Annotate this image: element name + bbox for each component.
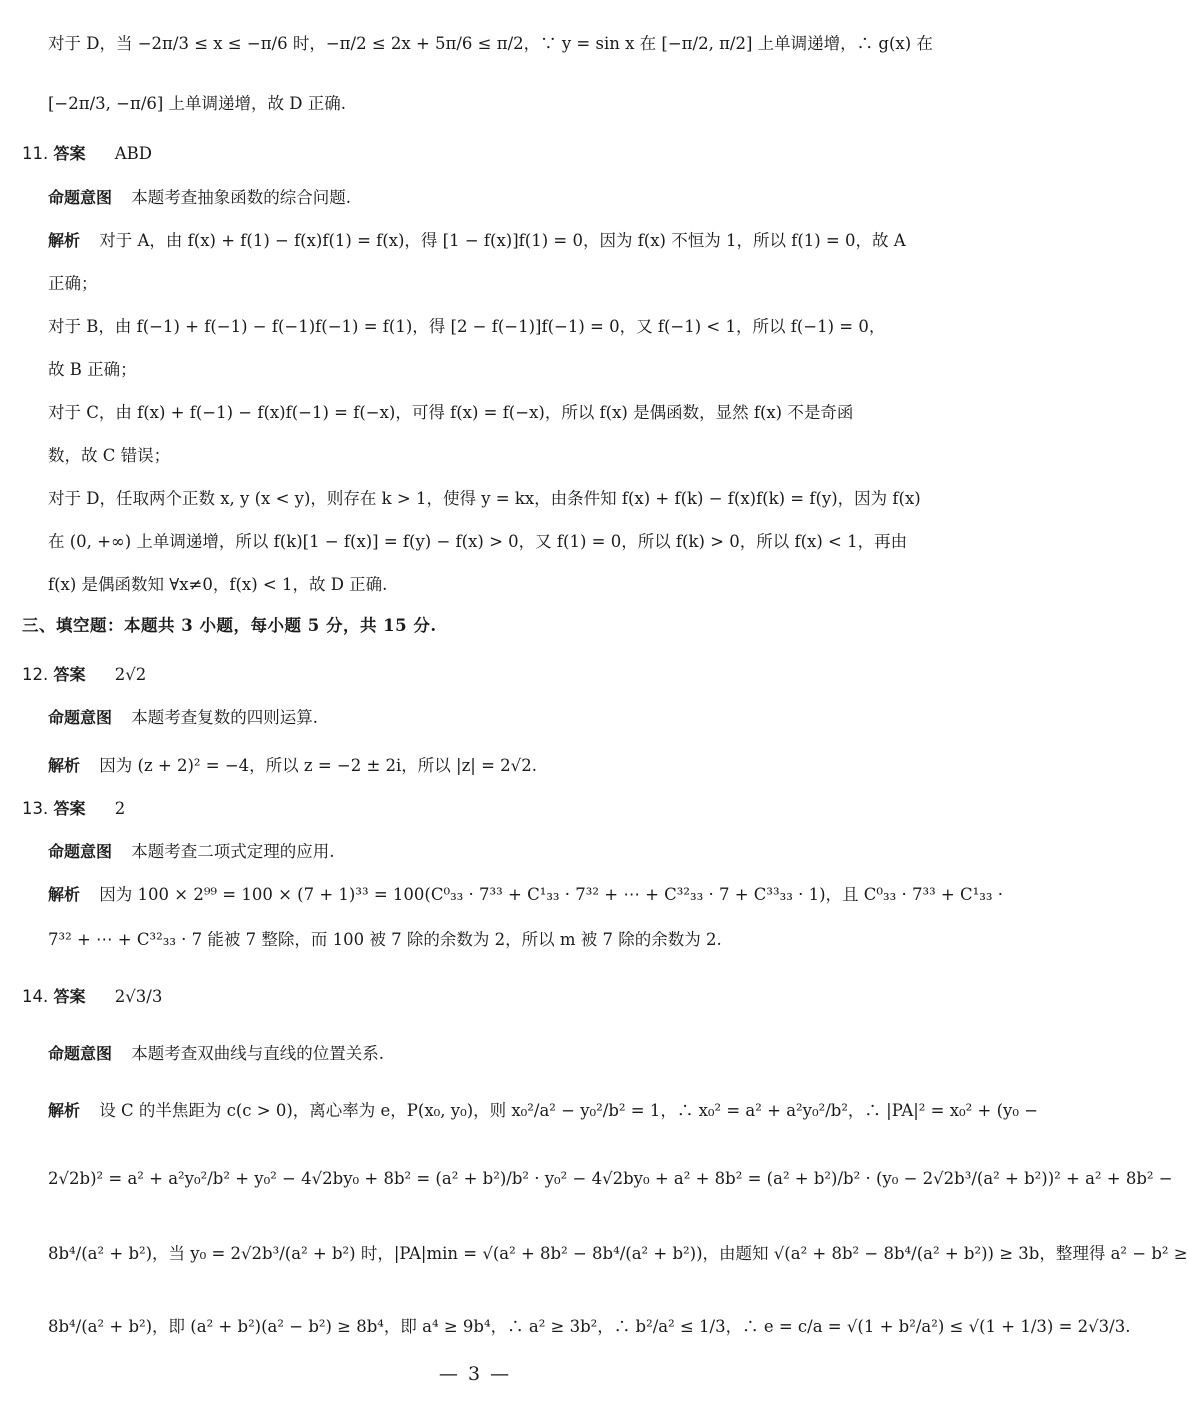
q13-solution-text: 因为 100 × 2⁹⁹ = 100 × (7 + 1)³³ = 100(C⁰₃₃ · 7³³ + C¹₃₃ · 7³² + ⋯ + C³²₃₃ · 7 + C³³₃₃ · 1)，且 C⁰₃₃ · 7³³ + C¹₃₃ ·: [99, 885, 1003, 904]
q11-answer-value: ABD: [114, 144, 153, 163]
q11-answer-label: 答案: [53, 144, 86, 163]
q14-solution-line-2: 2√2b)² = a² + a²y₀²/b² + y₀² − 4√2by₀ + 8b² = (a² + b²)/b² · y₀² − 4√2by₀ + a² + 8b² = (a² + b²)/b² · (y₀ − 2√2b³/(a² + b²))² + a² + 8b² −: [48, 1169, 1173, 1188]
q14-answer-label: 答案: [53, 987, 86, 1006]
q14-intent-line: [48, 1040, 933, 1068]
q11-solution-line-2: 正确；: [48, 274, 98, 293]
q12-solution-label: 解析: [48, 756, 81, 775]
q11-solution-label: 解析: [48, 231, 81, 250]
q10-d-line-2: [−2π/3, −π/6] 上单调递增，故 D 正确.: [48, 94, 347, 113]
q11-solution-line-9: f(x) 是偶函数知 ∀x≠0，f(x) < 1，故 D 正确.: [48, 575, 388, 594]
q13-solution-label: 解析: [48, 885, 81, 904]
q13-answer-label: 答案: [53, 799, 86, 818]
q12-solution-line: [48, 752, 933, 780]
q14-intent-label: 命题意图: [48, 1044, 113, 1063]
q11-solution-line-1: [48, 227, 933, 255]
q12-answer-value: 2√2: [114, 665, 147, 684]
q14-solution-text: 设 C 的半焦距为 c(c > 0)，离心率为 e，P(x₀, y₀)，则 x₀²/a² − y₀²/b² = 1，∴ x₀² = a² + a²y₀²/b²，∴ |PA|² = x₀² + (y₀ −: [99, 1101, 1039, 1120]
q12-solution-text: 因为 (z + 2)² = −4，所以 z = −2 ± 2i，所以 |z| = 2√2.: [99, 756, 537, 775]
q11-solution-line-6: 数，故 C 错误；: [48, 446, 171, 465]
q11-answer-line: [22, 140, 907, 168]
q14-solution-label: 解析: [48, 1101, 81, 1120]
q14-intent-text: 本题考查双曲线与直线的位置关系.: [131, 1044, 385, 1063]
q13-intent-text: 本题考查二项式定理的应用.: [131, 842, 335, 861]
q13-intent-line: [48, 838, 933, 866]
q14-answer-line: [22, 983, 907, 1011]
q12-intent-label: 命题意图: [48, 708, 113, 727]
q14-solution-line-1: [48, 1097, 1039, 1125]
q12-intent-line: [48, 704, 933, 732]
q13-intent-label: 命题意图: [48, 842, 113, 861]
q14-number: 14.: [22, 987, 49, 1006]
q14-solution-line-4: 8b⁴/(a² + b²)，即 (a² + b²)(a² − b²) ≥ 8b⁴，即 a⁴ ≥ 9b⁴，∴ a² ≥ 3b²，∴ b²/a² ≤ 1/3，∴ e = c/a = √(1 + b²/a²) ≤ √(1 + 1/3) = 2√3/3.: [48, 1317, 1131, 1336]
section-heading: 三、填空题：本题共 3 小题，每小题 5 分，共 15 分.: [22, 616, 437, 635]
q11-solution-line-8: 在 (0, +∞) 上单调递增，所以 f(k)[1 − f(x)] = f(y) − f(x) > 0，又 f(1) = 0，所以 f(k) > 0，所以 f(x) < 1，再由: [48, 532, 908, 551]
q13-solution-line-1: [48, 881, 1003, 909]
q12-answer-line: [22, 661, 907, 689]
q12-number: 12.: [22, 665, 49, 684]
q11-intent-line: [48, 184, 933, 212]
q13-number: 13.: [22, 799, 49, 818]
q11-solution-line-4: 故 B 正确；: [48, 360, 137, 379]
q13-answer-line: [22, 795, 907, 823]
q11-intent-label: 命题意图: [48, 188, 113, 207]
page-number: — 3 —: [438, 1363, 512, 1385]
q10-d-line-1: 对于 D，当 −2π/3 ≤ x ≤ −π/6 时，−π/2 ≤ 2x + 5π/6 ≤ π/2，∵ y = sin x 在 [−π/2, π/2] 上单调递增，∴ g(x) 在: [48, 34, 933, 53]
q11-solution-a: 对于 A，由 f(x) + f(1) − f(x)f(1) = f(x)，得 [1 − f(x)]f(1) = 0，因为 f(x) 不恒为 1，所以 f(1) = 0，故 A: [99, 231, 906, 250]
q13-solution-line-2: 7³² + ⋯ + C³²₃₃ · 7 能被 7 整除，而 100 被 7 除的余数为 2，所以 m 被 7 除的余数为 2.: [48, 930, 722, 949]
q11-solution-line-7: 对于 D，任取两个正数 x, y (x < y)，则存在 k > 1，使得 y = kx，由条件知 f(x) + f(k) − f(x)f(k) = f(y)，因为 f(x): [48, 489, 921, 508]
q11-solution-line-5: 对于 C，由 f(x) + f(−1) − f(x)f(−1) = f(−x)，可得 f(x) = f(−x)，所以 f(x) 是偶函数，显然 f(x) 不是奇函: [48, 403, 854, 422]
q11-solution-line-3: 对于 B，由 f(−1) + f(−1) − f(−1)f(−1) = f(1)，得 [2 − f(−1)]f(−1) = 0，又 f(−1) < 1，所以 f(−1) = 0，: [48, 317, 886, 336]
q14-answer-value: 2√3/3: [114, 987, 163, 1006]
q11-intent-text: 本题考查抽象函数的综合问题.: [131, 188, 352, 207]
q11-number: 11.: [22, 144, 49, 163]
q14-solution-line-3: 8b⁴/(a² + b²)，当 y₀ = 2√2b³/(a² + b²) 时，|PA|min = √(a² + 8b² − 8b⁴/(a² + b²))，由题知 √(a² + 8b² − 8b⁴/(a² + b²)) ≥ 3b，整理得 a² − b² ≥: [48, 1244, 1188, 1263]
q13-answer-value: 2: [114, 799, 126, 818]
q12-intent-text: 本题考查复数的四则运算.: [131, 708, 319, 727]
q12-answer-label: 答案: [53, 665, 86, 684]
